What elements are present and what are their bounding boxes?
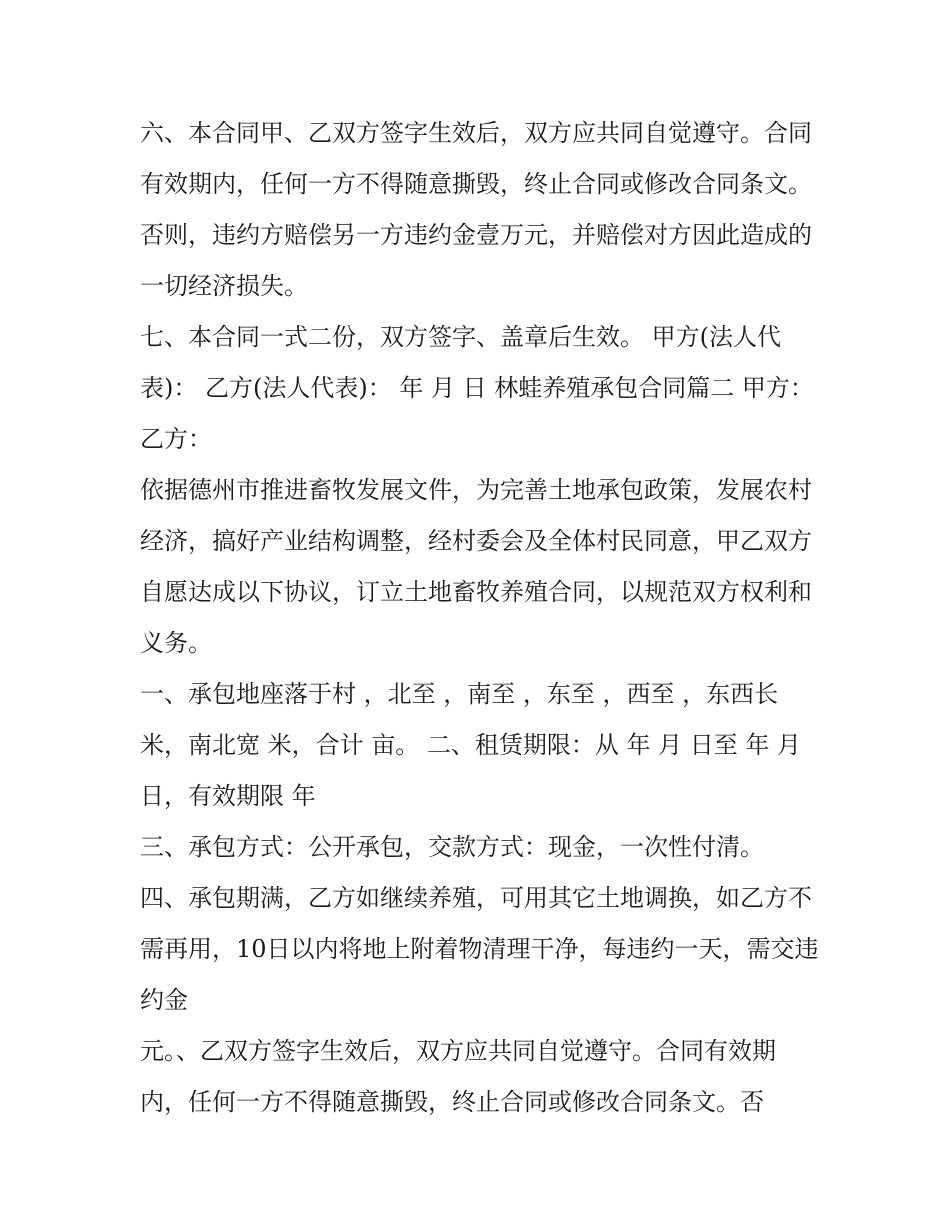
paragraph-clause-four: 四、承包期满，乙方如继续养殖，可用其它土地调换，如乙方不需再用，10日以内将地上附着物清理干净，每违约一天，需交违约金 — [140, 884, 819, 1014]
paragraph-clause-seven: 七、本合同一式二份，双方签字、盖章后生效。 甲方(法人代表)： 乙方(法人代表)： 年 月 日 林蛙养殖承包合同篇二 甲方： 乙方： — [140, 323, 814, 453]
paragraph-clause-three: 三、承包方式：公开承包，交款方式：现金，一次性付清。 — [140, 833, 764, 861]
paragraph-preamble: 依据德州市推进畜牧发展文件，为完善土地承包政策，发展农村经济，搞好产业结构调整，经村委会及全体村民同意，甲乙双方自愿达成以下协议，订立土地畜牧养殖合同，以规范双方权利和义务。 — [140, 476, 812, 657]
paragraph-continuation: 元。、乙双方签字生效后，双方应共同自觉遵守。合同有效期内，任何一方不得随意撕毁，终止合同或修改合同条文。否 — [140, 1037, 776, 1116]
document-body — [140, 108, 820, 1128]
paragraph-clause-one-two: 一、承包地座落于村 ，北至 ，南至 ，东至 ，西至 ，东西长 米，南北宽 米，合计 亩。 二、租赁期限：从 年 月 日至 年 月 日，有效期限 年 — [140, 680, 802, 810]
paragraph-clause-six: 六、本合同甲、乙双方签字生效后，双方应共同自觉遵守。合同有效期内，任何一方不得随意撕毁，终止合同或修改合同条文。否则，违约方赔偿另一方违约金壹万元，并赔偿对方因此造成的一切经济损失。 — [140, 119, 812, 300]
